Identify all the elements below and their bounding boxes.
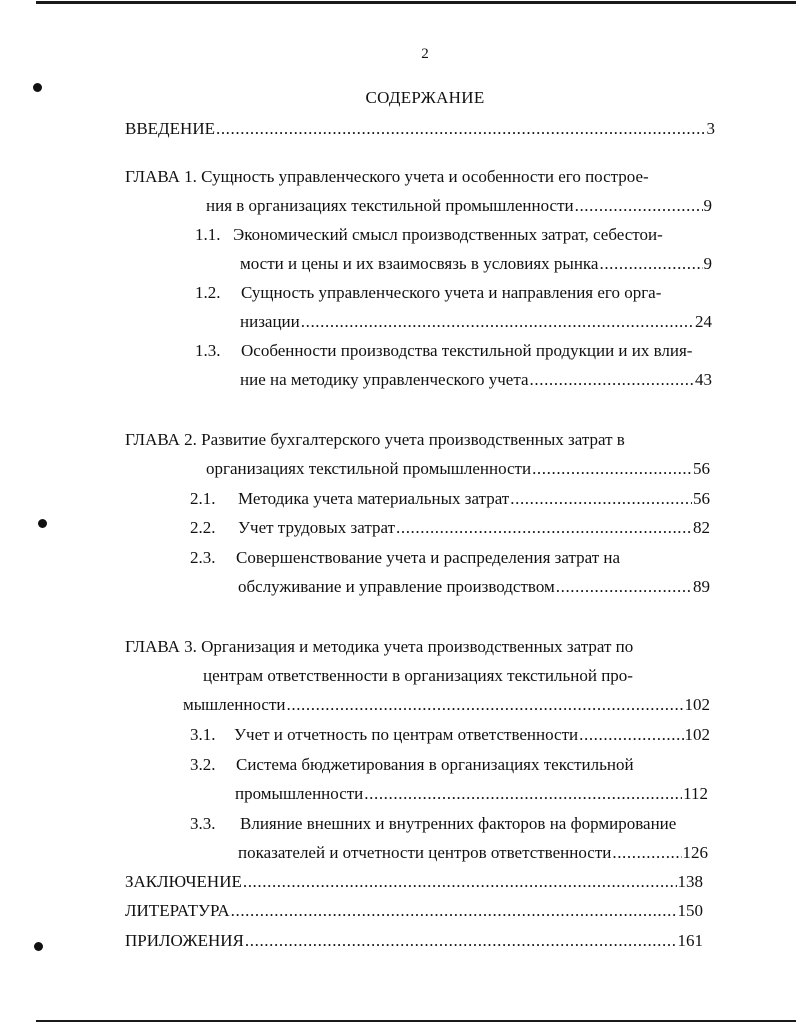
scan-border-top	[36, 1, 796, 4]
toc-entry-label: ние на методику управленческого учета	[240, 370, 529, 389]
toc-chapter-1-title[interactable]	[125, 166, 649, 188]
toc-entry-literature[interactable]	[125, 900, 703, 922]
toc-entry-label: центрам ответственности в организациях текстильной про-	[203, 666, 633, 685]
toc-entry-label: ГЛАВА 1. Сущность управленческого учета и особенности его построе-	[125, 167, 649, 186]
toc-page-number: 56	[693, 489, 710, 508]
toc-section-2-2[interactable]	[190, 517, 710, 539]
toc-page-number: 126	[682, 843, 708, 862]
toc-entry-label: промышленности	[235, 784, 364, 803]
toc-section-1-1[interactable]	[195, 224, 663, 246]
leader-dots	[364, 783, 682, 805]
leader-dots	[575, 195, 703, 217]
toc-page-number: 102	[684, 695, 710, 714]
toc-entry-label: Влияние внешних и внутренних факторов на формирование	[240, 814, 677, 833]
leader-dots	[530, 369, 694, 391]
toc-entry-label: Сущность управленческого учета и направления его орга-	[241, 283, 662, 302]
toc-page-number: 161	[677, 931, 703, 950]
toc-section-1-2-cont[interactable]	[240, 311, 712, 333]
leader-dots	[599, 253, 702, 275]
toc-section-number: 2.1.	[190, 489, 216, 508]
toc-entry-label: Методика учета материальных затрат	[238, 489, 510, 508]
leader-dots	[216, 118, 706, 140]
toc-section-1-1-cont[interactable]	[240, 253, 712, 275]
toc-section-number: 2.2.	[190, 518, 216, 537]
toc-entry-label: Учет трудовых затрат	[238, 518, 395, 537]
toc-entry-label: ния в организациях текстильной промышленности	[206, 196, 574, 215]
page-title: СОДЕРЖАНИЕ	[365, 88, 485, 107]
toc-page-number: 43	[695, 370, 712, 389]
toc-entry-label: ЗАКЛЮЧЕНИЕ	[125, 872, 242, 891]
toc-section-number: 3.1.	[190, 725, 216, 744]
toc-entry-label: Совершенствование учета и распределения затрат на	[236, 548, 621, 567]
leader-dots	[532, 458, 692, 480]
toc-entry-label: организациях текстильной промышленности	[206, 459, 532, 478]
leader-dots	[396, 517, 692, 539]
toc-page-number: 150	[677, 901, 703, 920]
toc-page-number: 24	[695, 312, 712, 331]
toc-section-2-1[interactable]	[190, 488, 710, 510]
toc-chapter-2-title-cont[interactable]	[206, 458, 710, 480]
leader-dots	[579, 724, 683, 746]
toc-page-number: 89	[693, 577, 710, 596]
toc-section-1-3[interactable]	[195, 340, 692, 362]
scan-border-bottom	[36, 1020, 796, 1022]
toc-section-3-3-cont[interactable]	[238, 842, 708, 864]
toc-chapter-3-title[interactable]	[125, 636, 633, 658]
toc-page-number: 112	[683, 784, 708, 803]
leader-dots	[231, 900, 677, 922]
toc-entry-label: обслуживание и управление производством	[238, 577, 555, 596]
toc-entry-label: показателей и отчетности центров ответственности	[238, 843, 612, 862]
toc-page-number: 56	[693, 459, 710, 478]
page-number: 2	[421, 46, 429, 62]
toc-entry-label: Экономический смысл производственных затрат, себестои-	[233, 225, 663, 244]
toc-chapter-1-title-cont[interactable]	[206, 195, 712, 217]
toc-entry-label: мости и цены и их взаимосвязь в условиях рынка	[240, 254, 599, 273]
leader-dots	[245, 930, 677, 952]
leader-dots	[612, 842, 681, 864]
toc-section-3-3[interactable]	[190, 813, 676, 835]
toc-entry-label: мышленности	[183, 695, 286, 714]
toc-chapter-2-title[interactable]	[125, 429, 625, 451]
toc-entry-appendix[interactable]	[125, 930, 703, 952]
toc-section-2-3[interactable]	[190, 547, 620, 569]
toc-entry-label: ВВЕДЕНИЕ	[125, 119, 215, 138]
toc-section-number: 1.2.	[195, 283, 221, 302]
binding-hole-mark	[38, 519, 47, 528]
toc-entry-introduction[interactable]	[125, 118, 715, 140]
toc-entry-label: Учет и отчетность по центрам ответственности	[234, 725, 579, 744]
toc-section-1-2[interactable]	[195, 282, 661, 304]
toc-section-number: 3.3.	[190, 814, 216, 833]
toc-page-number: 102	[684, 725, 710, 744]
toc-page-number: 3	[706, 119, 715, 138]
leader-dots	[510, 488, 692, 510]
toc-section-1-3-cont[interactable]	[240, 369, 712, 391]
toc-chapter-3-title-end[interactable]	[183, 694, 710, 716]
toc-entry-conclusion[interactable]	[125, 871, 703, 893]
toc-entry-label: ЛИТЕРАТУРА	[125, 901, 230, 920]
toc-section-2-3-cont[interactable]	[238, 576, 710, 598]
toc-entry-label: низации	[240, 312, 300, 331]
leader-dots	[556, 576, 692, 598]
leader-dots	[243, 871, 677, 893]
toc-page-number: 9	[703, 196, 712, 215]
toc-section-number: 2.3.	[190, 548, 216, 567]
toc-entry-label: ГЛАВА 2. Развитие бухгалтерского учета производственных затрат в	[125, 430, 625, 449]
toc-section-number: 1.1.	[195, 225, 221, 244]
toc-section-number: 3.2.	[190, 755, 216, 774]
toc-entry-label: Система бюджетирования в организациях текстильной	[236, 755, 634, 774]
binding-hole-mark	[34, 942, 43, 951]
leader-dots	[287, 694, 684, 716]
leader-dots	[301, 311, 694, 333]
toc-section-3-2[interactable]	[190, 754, 634, 776]
toc-chapter-3-title-cont[interactable]	[203, 665, 633, 687]
toc-entry-label: ГЛАВА 3. Организация и методика учета производственных затрат по	[125, 637, 634, 656]
toc-entry-label: ПРИЛОЖЕНИЯ	[125, 931, 244, 950]
toc-page-number: 82	[693, 518, 710, 537]
toc-section-number: 1.3.	[195, 341, 221, 360]
toc-entry-label: Особенности производства текстильной продукции и их влия-	[241, 341, 693, 360]
toc-page-number: 138	[677, 872, 703, 891]
toc-section-3-2-cont[interactable]	[235, 783, 708, 805]
toc-page-number: 9	[703, 254, 712, 273]
toc-section-3-1[interactable]	[190, 724, 710, 746]
